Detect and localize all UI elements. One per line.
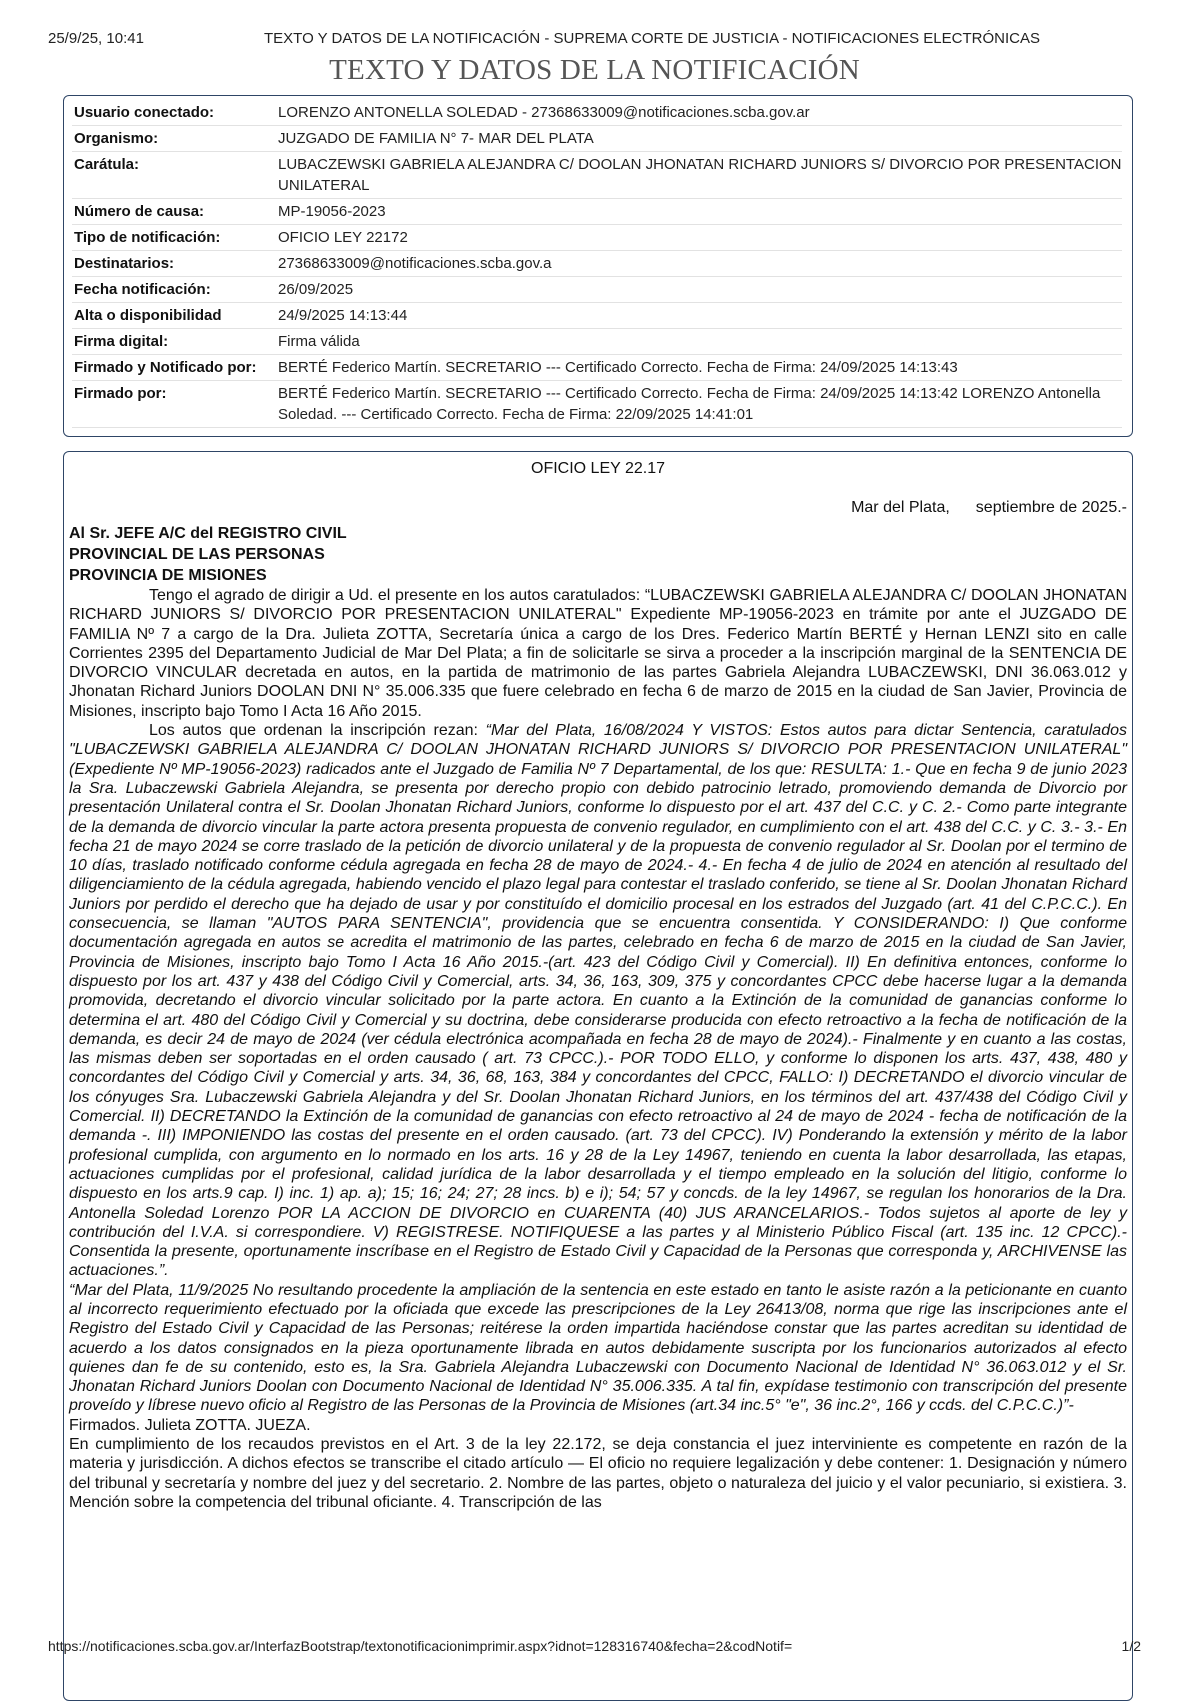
info-label: Fecha notificación:	[74, 281, 211, 298]
addressee-line: Al Sr. JEFE A/C del REGISTRO CIVIL	[69, 525, 347, 542]
info-value: LUBACZEWSKI GABRIELA ALEJANDRA C/ DOOLAN JHONATAN RICHARD JUNIORS S/ DIVORCIO POR PRESENTACION UNILATERAL	[278, 156, 1122, 194]
letter-date: septiembre de 2025.-	[975, 499, 1127, 516]
info-label: Alta o disponibilidad	[74, 307, 222, 324]
info-row-usuario	[72, 100, 1122, 126]
info-label: Organismo:	[74, 130, 159, 147]
info-label: Tipo de notificación:	[74, 229, 221, 246]
info-row-tipo-notificacion	[72, 225, 1122, 251]
notification-info-panel	[63, 95, 1133, 437]
info-value: Firma válida	[278, 333, 360, 350]
info-row-alta	[72, 303, 1122, 329]
info-value: OFICIO LEY 22172	[278, 229, 408, 246]
info-label: Firmado por:	[74, 385, 167, 402]
letter-addressee	[69, 523, 1127, 586]
info-label: Firmado y Notificado por:	[74, 359, 257, 376]
info-value: BERTÉ Federico Martín. SECRETARIO --- Certificado Correcto. Fecha de Firma: 24/09/2025 14:13:42 LORENZO Antonella Soledad. --- Certificado Correcto. Fecha de Firma: 22/09/2025 14:41:01	[278, 385, 1101, 423]
letter-place-date	[69, 499, 1127, 517]
info-row-caratula	[72, 152, 1122, 199]
ruling-intro: Los autos que ordenan la inscripción rezan:	[149, 722, 486, 740]
addressee-line: PROVINCIA DE MISIONES	[69, 567, 267, 584]
info-row-fecha-notificacion	[72, 277, 1122, 303]
info-value: MP-19056-2023	[278, 203, 386, 220]
info-value: LORENZO ANTONELLA SOLEDAD - 27368633009@notificaciones.scba.gov.ar	[278, 104, 810, 121]
letter-paragraph-resolution	[69, 1281, 1127, 1435]
info-label: Firma digital:	[74, 333, 169, 350]
info-row-firma-digital	[72, 329, 1122, 355]
info-row-firmado-por	[72, 381, 1122, 428]
page-title: TEXTO Y DATOS DE LA NOTIFICACIÓN	[329, 54, 860, 86]
letter-title: OFICIO LEY 22.17	[531, 460, 665, 477]
info-row-firmado-notificado	[72, 355, 1122, 381]
ruling-quote: “Mar del Plata, 16/08/2024 Y VISTOS: Estos autos para dictar Sentencia, caratulados "LUBACZEWSKI GABRIELA ALEJANDRA C/ DOOLAN JHONATAN RICHARD JUNIORS S/ DIVORCIO POR PRESENTACION UNILATERAL" (Expediente Nº MP-19056-2023) radicados ante el Juzgado de Familia Nº 7 Departamental, de los que: RESULTA: 1.- Que en fecha 9 de junio 2023 la Sra. Lubaczewski Gabriela Alejandra, se presenta por derecho propio con debido patrocinio letrado, promoviendo demanda de Divorcio por presentación Unilateral contra el Sr. Doolan Jhonatan Richard Juniors, conforme lo dispuesto por el art. 437 del C.C. y C. 2.- Como parte integrante de la demanda de divorcio vincular la parte actora presenta propuesta de convenio regulador, en cumplimiento con el art. 438 del C.C. y C. 3.- 3.- En fecha 21 de mayo 2024 se corre traslado de la petición de divorcio unilateral y de la propuesta de convenio regulador al Sr. Doolan por el termino de 10 días, traslado notificado conforme cédula agregada en fecha 28 de mayo de 2024.- 4.- En fecha 4 de julio de 2024 en atención al resultado del diligenciamiento de la cédula agregada, habiendo vencido el plazo legal para contestar el traslado conferido, se tiene al Sr. Doolan Jhonatan Richard Juniors por perdido el derecho que ha dejado de usar y por constituído el domicilio procesal en los estrados del Juzgado (art. 41 del C.P.C.C.). En consecuencia, se llaman "AUTOS PARA SENTENCIA", providencia que se encuentra consentida. Y CONSIDERANDO: I) Que conforme documentación agregada en autos se acredita el matrimonio de las partes, celebrado en fecha 6 de marzo de 2015 en la ciudad de San Javier, Provincia de Misiones, inscripto bajo Tomo I Acta 16 Año 2015.-(art. 423 del Código Civil y Comercial). II) En definitiva entonces, conforme lo dispuesto por los art. 437 y 438 del Código Civil y Comercial, arts. 34, 36, 163, 309, 375 y concordantes CPCC debe hacerse lugar a la demanda promovida, decretando el divorcio vincular solicitado por la parte actora. En cuanto a la Extinción de la comunidad de ganancias conforme lo determina el art. 480 del Código Civil y Comercial y su doctrina, debe considerarse producida con efecto retroactivo a la fecha de notificación de la demanda, es decir 24 de mayo de 2024 (ver cédula electrónica acompañada en fecha 28 de mayo de 2024).- Finalmente y en cuanto a las costas, las mismas deben ser soportadas en el orden causado ( art. 73 CPCC.).- POR TODO ELLO, y conforme lo disponen los arts. 437, 438, 480 y concordantes del Código Civil y Comercial y arts. 34, 36, 68, 163, 384 y concordantes del CPCC, FALLO: I) DECRETANDO el divorcio vincular de los cónyuges Sra. Lubaczewski Gabriela Alejandra y del Sr. Doolan Jhonatan Richard Juniors, en los términos del art. 437/438 del Código Civil y Comercial. II) DECRETANDO la Extinción de la comunidad de ganancias con efecto retroactivo al 24 de mayo de 2024 - fecha de notificación de la demanda -. III) IMPONIENDO las costas del presente en el orden causado. (art. 73 del CPCC). IV) Ponderando la extensión y mérito de la labor profesional cumplida, con argumento en lo normado en los arts. 16 y 28 de la Ley 14967, teniendo en cuenta la labor desarrollada, las etapas, actuaciones cumplidas por el profesional, calidad jurídica de la labor desarrollada y el tiempo empleado en la solución del litigio, conforme lo dispuesto en los arts.9 cap. I) inc. 1) ap. a); 15; 16; 24; 27; 28 incs. b) e i); 54; 57 y concds. de la ley 14967, se regulan los honorarios de la Dra. Antonella Soledad Lorenzo POR LA ACCION DE DIVORCIO en CUARENTA (40) JUS ARANCELARIOS.- Todos sujetos al aporte de ley y contribución del I.V.A. si correspondiere. V) REGISTRESE. NOTIFIQUESE a las partes y al Ministerio Público Fiscal (art. 135 inc. 12 CPCC).-Consentida la presente, oportunamente inscríbase en el Registro de Estado Civil y Capacidad de la Personas que corresponda y, ARCHIVENSE las actuaciones.”.	[69, 722, 1128, 1280]
resolution-signature: Firmados. Julieta ZOTTA. JUEZA.	[69, 1416, 311, 1434]
info-label: Número de causa:	[74, 203, 205, 220]
addressee-line: PROVINCIAL DE LAS PERSONAS	[69, 546, 325, 563]
letter-place: Mar del Plata,	[851, 499, 950, 516]
info-row-organismo	[72, 126, 1122, 152]
letter-paragraph: En cumplimiento de los recaudos previstos en el Art. 3 de la ley 22.172, se deja constancia el juez interviniente es competente en razón de la materia y jurisdicción. A dichos efectos se transcribe el citado artículo — El oficio no requiere legalización y debe contener: 1. Designación y número del tribunal y secretaría y nombre del juez y del secretario. 2. Nombre de las partes, objeto o naturaleza del juicio y el valor pecuniario, si existiera. 3. Mención sobre la competencia del tribunal oficiante. 4. Transcripción de las	[69, 1436, 1127, 1511]
resolution-quote: “Mar del Plata, 11/9/2025 No resultando procedente la ampliación de la sentencia en este estado en tanto le asiste razón a la peticionante en cuanto al incorrecto requerimiento efectuado por la oficiada que excede las prescripciones de la Ley 26413/08, norma que rige las inscripciones ante el Registro del Estado Civil y Capacidad de las Personas; reitérese la orden impartida haciéndose constar que las partes acreditan su identidad de acuerdo a los datos consignados en la pieza oportunamente librada en autos debidamente suscripta por los funcionarios autorizados al efecto quienes dan fe de su contenido, esto es, la Sra. Gabriela Alejandra Lubaczewski con Documento Nacional de Identidad N° 36.063.012 y el Sr. Jhonatan Richard Juniors Doolan con Documento Nacional de Identidad N° 35.006.335. A tal fin, expídase testimonio con transcripción del presente proveído y líbrese nuevo oficio al Registro de las Personas de la Provincia de Misiones (art.34 inc.5° "e", 36 inc.2°, 166 y ccds. del C.P.C.C.)”-	[69, 1281, 1127, 1415]
info-row-destinatarios	[72, 251, 1122, 277]
info-value: 26/09/2025	[278, 281, 354, 298]
notification-letter	[63, 451, 1133, 1701]
print-header-title: TEXTO Y DATOS DE LA NOTIFICACIÓN - SUPREMA CORTE DE JUSTICIA - NOTIFICACIONES ELECTRÓNICAS	[264, 30, 1040, 47]
info-row-numero-causa	[72, 199, 1122, 225]
letter-paragraph-ruling	[69, 721, 1127, 1281]
info-value: BERTÉ Federico Martín. SECRETARIO --- Certificado Correcto. Fecha de Firma: 24/09/2025 14:13:43	[278, 359, 958, 376]
page-url: https://notificaciones.scba.gov.ar/InterfazBootstrap/textonotificacionimprimir.aspx?idnot=128316740&fecha=2&codNotif=	[48, 1638, 793, 1654]
info-label: Usuario conectado:	[74, 104, 215, 121]
info-label: Destinatarios:	[74, 255, 175, 272]
info-value: 27368633009@notificaciones.scba.gov.a	[278, 255, 552, 272]
letter-paragraph: Tengo el agrado de dirigir a Ud. el presente en los autos caratulados: “LUBACZEWSKI GABRIELA ALEJANDRA C/ DOOLAN JHONATAN RICHARD JUNIORS S/ DIVORCIO POR PRESENTACION UNILATERAL" Expediente MP-19056-2023 en trámite por ante el JUZGADO DE FAMILIA Nº 7 a cargo de la Dra. Julieta ZOTTA, Secretaría única a cargo de los Dres. Federico Martín BERTÉ y Hernan LENZI sito en calle Corrientes 2395 del Departamento Judicial de Mar Del Plata; a fin de solicitarle se sirva a proceder a la inscripción marginal de la SENTENCIA DE DIVORCIO VINCULAR decretada en autos, en la partida de matrimonio de las partes Gabriela Alejandra LUBACZEWSKI, DNI 36.063.012 y Jhonatan Richard Juniors DOOLAN DNI N° 35.006.335 que fuere celebrado en fecha 6 de marzo de 2015 en la ciudad de San Javier, Provincia de Misiones, inscripto bajo Tomo I Acta 16 Año 2015.	[69, 587, 1127, 720]
print-datetime: 25/9/25, 10:41	[48, 30, 144, 47]
info-value: 24/9/2025 14:13:44	[278, 307, 408, 324]
info-value: JUZGADO DE FAMILIA N° 7- MAR DEL PLATA	[278, 130, 594, 147]
page-number: 1/2	[1121, 1638, 1141, 1654]
info-label: Carátula:	[74, 156, 140, 173]
